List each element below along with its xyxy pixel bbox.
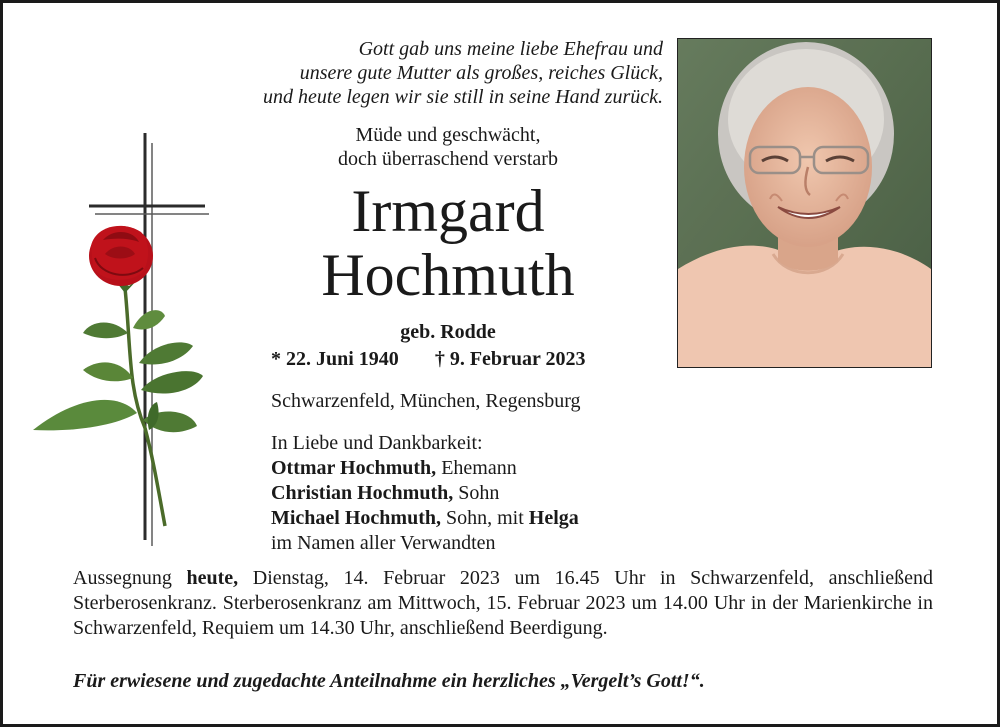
service-emphasis: heute, (186, 567, 239, 589)
mourner-name: Ottmar Hochmuth, (271, 457, 437, 479)
places-of-life: Schwarzenfeld, München, Regensburg (271, 390, 581, 412)
poem-line: unsere gute Mutter als großes, reiches Glück, (299, 62, 663, 84)
service-text: Dienstag, 14. Februar 2023 um 16.45 Uhr in Schwarzenfeld, anschließend Sterberosenkranz. Sterberosenkranz am Mittwoch, 15. Februar 2023 um 14.00 Uhr in der Marienkirche in Schwarzenfeld, Requiem um 14.30 Uhr, anschließend Beerdigung. (73, 567, 933, 639)
portrait-illustration (678, 39, 931, 367)
mourner-relation: Ehemann (436, 457, 517, 479)
mourners-closing: im Namen aller Verwandten (271, 532, 496, 554)
service-prefix: Aussegnung (73, 567, 187, 589)
memorial-poem (153, 37, 663, 109)
mourner-partner: Helga (528, 507, 579, 529)
mourners-heading: In Liebe und Dankbarkeit: (271, 432, 483, 454)
intro-line: doch überraschend verstarb (338, 148, 558, 170)
mourner-relation: Sohn, mit (441, 507, 529, 529)
thanks-line: Für erwiesene und zugedachte Anteilnahme ein herzliches „Vergelt’s Gott!“. (73, 670, 705, 692)
poem-line: und heute legen wir sie still in seine Hand zurück. (263, 86, 663, 108)
last-name: Hochmuth (321, 242, 575, 308)
mourner-name: Michael Hochmuth, (271, 507, 441, 529)
intro-line: Müde und geschwächt, (355, 124, 541, 146)
mourner-row (271, 456, 671, 481)
maiden-name: geb. Rodde (400, 321, 496, 343)
poem-line: Gott gab uns meine liebe Ehefrau und (358, 38, 663, 60)
cross-with-rose (33, 128, 213, 548)
mourner-relation: Sohn (453, 482, 500, 504)
death-intro (253, 123, 643, 171)
birth-date: * 22. Juni 1940 (271, 348, 399, 370)
death-date: † 9. Februar 2023 (434, 348, 586, 370)
deceased-name (243, 179, 653, 307)
portrait-photo (677, 38, 932, 368)
first-name: Irmgard (351, 178, 545, 244)
mourner-row (271, 481, 671, 506)
mourners-list (271, 431, 671, 556)
life-dates (271, 347, 661, 371)
mourner-name: Christian Hochmuth, (271, 482, 454, 504)
cross-rose-illustration (33, 128, 213, 548)
mourner-row (271, 506, 671, 531)
funeral-service-info (73, 566, 933, 641)
